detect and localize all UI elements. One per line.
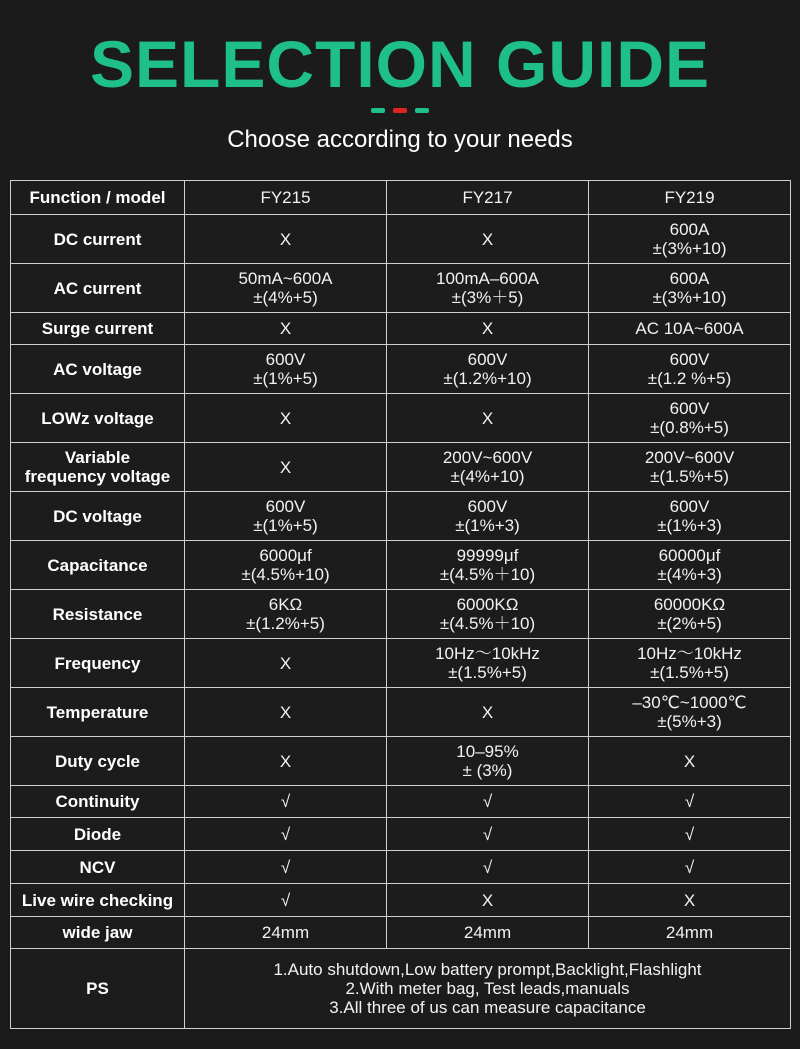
spec-cell-line: X bbox=[279, 751, 292, 771]
table-row bbox=[11, 884, 791, 917]
spec-cell bbox=[589, 818, 791, 851]
spec-cell bbox=[185, 737, 387, 786]
spec-cell-line: –30℃~1000℃ bbox=[632, 693, 747, 712]
spec-cell-line: √ bbox=[280, 792, 291, 811]
spec-cell-line: AC 10A~600A bbox=[635, 319, 744, 338]
table-row bbox=[11, 786, 791, 818]
spec-cell bbox=[589, 639, 791, 688]
spec-cell-line: ±(4%+3) bbox=[657, 565, 722, 584]
spec-cell bbox=[185, 215, 387, 264]
spec-cell bbox=[387, 313, 589, 345]
row-label bbox=[11, 917, 185, 949]
spec-cell-line: 600V bbox=[265, 350, 306, 369]
spec-cell-line: √ bbox=[280, 857, 291, 877]
spec-cell-line: X bbox=[481, 890, 494, 910]
spec-cell-line: 600V bbox=[467, 497, 508, 516]
selection-table bbox=[10, 180, 791, 1029]
table-row bbox=[11, 590, 791, 639]
spec-cell-line: 24mm bbox=[665, 923, 714, 942]
spec-cell bbox=[387, 786, 589, 818]
spec-cell bbox=[387, 345, 589, 394]
spec-cell bbox=[185, 345, 387, 394]
spec-cell bbox=[589, 541, 791, 590]
spec-cell-line: X bbox=[481, 702, 494, 722]
spec-cell bbox=[185, 443, 387, 492]
spec-cell bbox=[387, 851, 589, 884]
spec-cell-line: 99999μf bbox=[456, 546, 519, 565]
spec-cell-line: ±(4.5%＋10) bbox=[439, 614, 536, 633]
spec-cell-line: ±(4%+5) bbox=[253, 288, 318, 307]
spec-cell-line: 10Hz～10kHz bbox=[435, 644, 540, 663]
table-row bbox=[11, 345, 791, 394]
spec-cell-line: 10–95% bbox=[456, 742, 519, 761]
spec-cell bbox=[589, 394, 791, 443]
spec-cell-line: 600V bbox=[265, 497, 306, 516]
spec-cell-line: √ bbox=[482, 857, 493, 877]
divider-dash-left bbox=[371, 108, 385, 113]
row-label bbox=[11, 851, 185, 884]
spec-cell bbox=[387, 492, 589, 541]
divider-dash-middle bbox=[393, 108, 407, 113]
spec-cell-line: X bbox=[279, 229, 292, 249]
page-subtitle: Choose according to your needs bbox=[227, 126, 573, 153]
spec-cell-line: 24mm bbox=[261, 923, 310, 942]
spec-cell bbox=[589, 737, 791, 786]
spec-cell-line: 600V bbox=[669, 497, 710, 516]
spec-cell bbox=[589, 264, 791, 313]
spec-cell-line: ± (3%) bbox=[462, 761, 513, 780]
spec-cell-line: 6000μf bbox=[259, 546, 312, 565]
row-label-line: Temperature bbox=[46, 702, 149, 722]
spec-cell-line: ±(4.5%＋10) bbox=[439, 565, 536, 584]
row-label bbox=[11, 394, 185, 443]
table-row bbox=[11, 818, 791, 851]
spec-cell bbox=[185, 590, 387, 639]
spec-cell-line: ±(4%+10) bbox=[450, 467, 525, 486]
spec-cell-line: X bbox=[279, 319, 292, 338]
spec-cell bbox=[387, 541, 589, 590]
spec-cell bbox=[387, 688, 589, 737]
spec-cell-line: 60000μf bbox=[658, 546, 721, 565]
header-function-model: Function / model bbox=[11, 181, 185, 215]
spec-cell-line: 100mA–600A bbox=[435, 269, 540, 288]
spec-cell bbox=[387, 737, 589, 786]
spec-cell-line: 600V bbox=[669, 350, 710, 369]
spec-cell-line: X bbox=[683, 890, 696, 910]
spec-cell-line: ±(1%+5) bbox=[253, 369, 318, 388]
spec-cell-line: ±(1%+3) bbox=[657, 516, 722, 535]
spec-cell-line: ±(1.2 %+5) bbox=[647, 369, 732, 388]
spec-cell-line: X bbox=[481, 229, 494, 249]
header-fy219: FY219 bbox=[589, 181, 791, 215]
spec-cell-line: 24mm bbox=[463, 923, 512, 942]
row-label bbox=[11, 443, 185, 492]
spec-cell-line: ±(1%+5) bbox=[253, 516, 318, 535]
row-label-line: Resistance bbox=[52, 604, 143, 624]
spec-cell bbox=[387, 884, 589, 917]
row-label-line: LOWz voltage bbox=[41, 408, 154, 428]
spec-cell bbox=[589, 492, 791, 541]
spec-cell bbox=[185, 786, 387, 818]
row-label-line: Variable bbox=[64, 448, 131, 467]
row-label-line: AC current bbox=[53, 278, 142, 298]
spec-cell bbox=[387, 443, 589, 492]
spec-cell-line: √ bbox=[684, 792, 695, 811]
spec-cell-line: ±(2%+5) bbox=[657, 614, 722, 633]
spec-cell-line: √ bbox=[684, 857, 695, 877]
spec-cell bbox=[387, 264, 589, 313]
row-label bbox=[11, 541, 185, 590]
ps-label: PS bbox=[11, 949, 185, 1029]
spec-cell bbox=[185, 884, 387, 917]
spec-cell-line: √ bbox=[280, 824, 291, 844]
spec-cell bbox=[589, 851, 791, 884]
table-row bbox=[11, 737, 791, 786]
spec-cell bbox=[185, 264, 387, 313]
spec-cell-line: ±(1.2%+10) bbox=[443, 369, 532, 388]
spec-cell-line: X bbox=[481, 408, 494, 428]
spec-cell bbox=[387, 590, 589, 639]
row-label-line: Surge current bbox=[41, 319, 154, 338]
spec-cell-line: X bbox=[683, 751, 696, 771]
ps-notes bbox=[185, 949, 791, 1029]
spec-cell-line: 200V~600V bbox=[442, 448, 533, 467]
row-label-line: wide jaw bbox=[62, 923, 133, 942]
spec-cell-line: ±(1.5%+5) bbox=[650, 663, 729, 682]
spec-cell bbox=[387, 917, 589, 949]
spec-cell bbox=[589, 215, 791, 264]
row-label-line: AC voltage bbox=[53, 359, 142, 379]
table-row bbox=[11, 264, 791, 313]
row-label bbox=[11, 492, 185, 541]
spec-cell bbox=[387, 215, 589, 264]
row-label bbox=[11, 590, 185, 639]
spec-cell-line: ±(1.5%+5) bbox=[650, 467, 729, 486]
spec-cell-line: X bbox=[279, 653, 292, 673]
row-label-line: frequency voltage bbox=[24, 467, 171, 486]
table-row bbox=[11, 851, 791, 884]
spec-cell-line: 600A bbox=[669, 269, 710, 288]
spec-cell bbox=[185, 851, 387, 884]
spec-cell-line: 60000KΩ bbox=[653, 595, 726, 614]
spec-cell bbox=[185, 541, 387, 590]
spec-cell-line: √ bbox=[684, 824, 695, 844]
row-label bbox=[11, 264, 185, 313]
spec-cell-line: 600V bbox=[669, 399, 710, 418]
spec-cell-line: X bbox=[481, 319, 494, 338]
header-fy217: FY217 bbox=[387, 181, 589, 215]
spec-cell-line: 10Hz～10kHz bbox=[637, 644, 742, 663]
row-label bbox=[11, 737, 185, 786]
spec-cell bbox=[387, 639, 589, 688]
row-label bbox=[11, 345, 185, 394]
row-label bbox=[11, 786, 185, 818]
row-label bbox=[11, 818, 185, 851]
spec-cell-line: 6000KΩ bbox=[456, 595, 519, 614]
spec-cell bbox=[387, 818, 589, 851]
table-row bbox=[11, 688, 791, 737]
table-row bbox=[11, 541, 791, 590]
row-label-line: Duty cycle bbox=[54, 751, 141, 771]
spec-cell bbox=[589, 786, 791, 818]
spec-cell-line: ±(1%+3) bbox=[455, 516, 520, 535]
table-header-row bbox=[11, 181, 791, 215]
spec-cell-line: ±(3%+10) bbox=[652, 239, 727, 258]
row-label bbox=[11, 215, 185, 264]
spec-cell-line: ±(5%+3) bbox=[657, 712, 722, 731]
row-label bbox=[11, 884, 185, 917]
spec-cell bbox=[185, 313, 387, 345]
spec-cell bbox=[387, 394, 589, 443]
spec-cell-line: 6KΩ bbox=[268, 595, 303, 614]
table-row bbox=[11, 313, 791, 345]
ps-note: 3.All three of us can measure capacitance bbox=[329, 998, 646, 1017]
row-label-line: Frequency bbox=[54, 653, 141, 673]
spec-cell bbox=[185, 492, 387, 541]
spec-cell bbox=[185, 639, 387, 688]
title-divider bbox=[0, 108, 800, 113]
spec-cell bbox=[185, 818, 387, 851]
row-label bbox=[11, 688, 185, 737]
spec-cell-line: 600A bbox=[669, 220, 710, 239]
row-label-line: Capacitance bbox=[47, 555, 148, 575]
spec-cell-line: ±(1.5%+5) bbox=[448, 663, 527, 682]
row-label-line: Diode bbox=[73, 824, 122, 844]
spec-cell-line: 50mA~600A bbox=[238, 269, 333, 288]
table-row bbox=[11, 215, 791, 264]
spec-cell-line: √ bbox=[482, 792, 493, 811]
header-fy215: FY215 bbox=[185, 181, 387, 215]
row-label-line: NCV bbox=[79, 857, 116, 877]
row-label-line: DC voltage bbox=[53, 506, 142, 526]
spec-cell-line: X bbox=[279, 457, 292, 477]
spec-cell-line: X bbox=[279, 702, 292, 722]
table-row bbox=[11, 492, 791, 541]
spec-cell-line: ±(3%＋5) bbox=[451, 288, 524, 307]
spec-cell-line: ±(0.8%+5) bbox=[650, 418, 729, 437]
row-label bbox=[11, 639, 185, 688]
row-label bbox=[11, 313, 185, 345]
spec-cell bbox=[185, 688, 387, 737]
divider-dash-right bbox=[415, 108, 429, 113]
spec-cell bbox=[589, 917, 791, 949]
spec-cell bbox=[589, 345, 791, 394]
spec-cell-line: √ bbox=[280, 890, 291, 910]
spec-cell-line: √ bbox=[482, 824, 493, 844]
spec-cell bbox=[589, 313, 791, 345]
spec-cell-line: 200V~600V bbox=[644, 448, 735, 467]
spec-cell bbox=[185, 394, 387, 443]
spec-cell bbox=[185, 917, 387, 949]
table-row bbox=[11, 443, 791, 492]
spec-cell bbox=[589, 590, 791, 639]
spec-cell bbox=[589, 884, 791, 917]
row-label-line: Continuity bbox=[55, 792, 140, 811]
ps-note: 1.Auto shutdown,Low battery prompt,Backlight,Flashlight bbox=[273, 960, 702, 979]
spec-cell-line: ±(1.2%+5) bbox=[246, 614, 325, 633]
ps-note: 2.With meter bag, Test leads,manuals bbox=[345, 979, 630, 998]
spec-cell-line: ±(3%+10) bbox=[652, 288, 727, 307]
row-label-line: DC current bbox=[53, 229, 142, 249]
table-row bbox=[11, 394, 791, 443]
spec-cell-line: ±(4.5%+10) bbox=[241, 565, 330, 584]
ps-row bbox=[11, 949, 791, 1029]
page-title: SELECTION GUIDE bbox=[89, 27, 711, 101]
spec-cell-line: X bbox=[279, 408, 292, 428]
row-label-line: Live wire checking bbox=[21, 890, 174, 910]
spec-cell-line: 600V bbox=[467, 350, 508, 369]
spec-cell bbox=[589, 443, 791, 492]
spec-cell bbox=[589, 688, 791, 737]
table-row bbox=[11, 917, 791, 949]
table-row bbox=[11, 639, 791, 688]
